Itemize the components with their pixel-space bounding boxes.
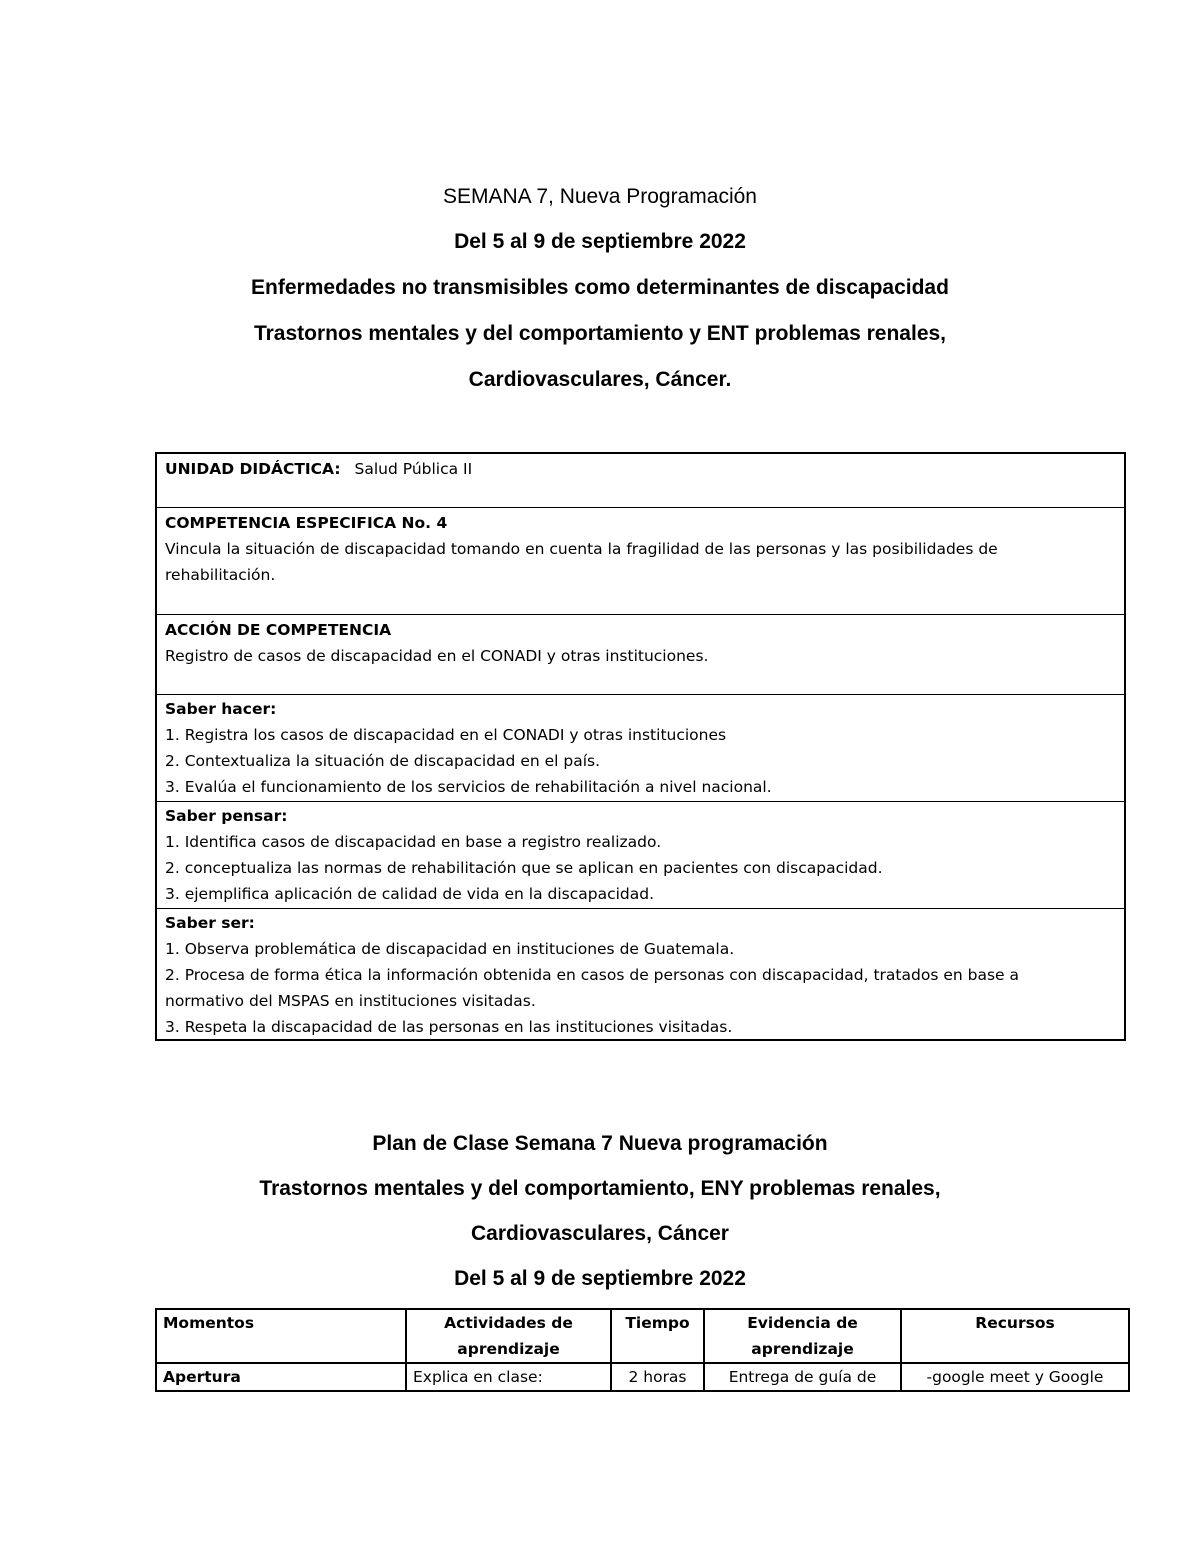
plan-subtitle-2: Cardiovasculares, Cáncer <box>471 1222 729 1245</box>
saber-pensar-section <box>157 802 1124 909</box>
saber-ser-section <box>157 909 1124 1039</box>
accion-title: ACCIÓN DE COMPETENCIA <box>165 621 392 639</box>
doc-subtopic-2: Cardiovasculares, Cáncer. <box>468 368 732 391</box>
saber-hacer-title: Saber hacer: <box>165 700 277 718</box>
cell-evidencia: Entrega de guía de <box>704 1363 901 1391</box>
saber-pensar-item: 3. ejemplifica aplicación de calidad de vida en la discapacidad. <box>165 885 654 903</box>
col-header-actividades: Actividades de aprendizaje <box>406 1309 611 1363</box>
saber-pensar-item: 2. conceptualiza las normas de rehabilitación que se aplican en pacientes con discapacidad. <box>165 859 883 877</box>
plan-table-header-row <box>156 1309 1129 1363</box>
plan-title: Plan de Clase Semana 7 Nueva programación <box>372 1132 828 1155</box>
plan-table <box>155 1308 1130 1392</box>
saber-hacer-item: 2. Contextualiza la situación de discapacidad en el país. <box>165 752 601 770</box>
unidad-label: UNIDAD DIDÁCTICA: <box>165 460 341 478</box>
doc-date: Del 5 al 9 de septiembre 2022 <box>454 230 746 253</box>
col-header-evidencia: Evidencia de aprendizaje <box>704 1309 901 1363</box>
doc-topic: Enfermedades no transmisibles como determinantes de discapacidad <box>251 276 949 299</box>
competencia-section <box>157 508 1124 615</box>
doc-subtopic-1: Trastornos mentales y del comportamiento y ENT problemas renales, <box>253 322 947 345</box>
saber-ser-item: 3. Respeta la discapacidad de las personas en las instituciones visitadas. <box>165 1018 733 1036</box>
plan-date: Del 5 al 9 de septiembre 2022 <box>454 1267 746 1290</box>
doc-title: SEMANA 7, Nueva Programación <box>443 185 757 208</box>
saber-pensar-item: 1. Identifica casos de discapacidad en base a registro realizado. <box>165 833 662 851</box>
cell-momento: Apertura <box>156 1363 406 1391</box>
unidad-section <box>157 454 1124 508</box>
saber-ser-item: normativo del MSPAS en instituciones visitadas. <box>165 992 536 1010</box>
competencia-text-2: rehabilitación. <box>165 566 276 584</box>
cell-actividad: Explica en clase: <box>406 1363 611 1391</box>
saber-hacer-section <box>157 695 1124 802</box>
saber-hacer-item: 1. Registra los casos de discapacidad en el CONADI y otras instituciones <box>165 726 727 744</box>
saber-ser-title: Saber ser: <box>165 914 255 932</box>
saber-ser-item: 2. Procesa de forma ética la información obtenida en casos de personas con discapacidad, tratados en base a <box>165 966 1019 984</box>
accion-text: Registro de casos de discapacidad en el CONADI y otras instituciones. <box>165 647 709 665</box>
plan-subtitle-1: Trastornos mentales y del comportamiento, ENY problemas renales, <box>259 1177 941 1200</box>
saber-ser-item: 1. Observa problemática de discapacidad en instituciones de Guatemala. <box>165 940 735 958</box>
col-header-recursos: Recursos <box>901 1309 1129 1363</box>
col-header-momentos: Momentos <box>156 1309 406 1363</box>
cell-recursos: -google meet y Google <box>901 1363 1129 1391</box>
saber-hacer-item: 3. Evalúa el funcionamiento de los servicios de rehabilitación a nivel nacional. <box>165 778 772 796</box>
competencia-title: COMPETENCIA ESPECIFICA No. 4 <box>165 514 448 532</box>
saber-pensar-title: Saber pensar: <box>165 807 288 825</box>
competency-table <box>155 452 1126 1041</box>
col-header-tiempo: Tiempo <box>611 1309 704 1363</box>
competencia-text-1: Vincula la situación de discapacidad tomando en cuenta la fragilidad de las personas y las posibilidades de <box>165 540 998 558</box>
table-row <box>156 1363 1129 1391</box>
unidad-value: Salud Pública II <box>354 460 473 478</box>
accion-section <box>157 615 1124 695</box>
cell-tiempo: 2 horas <box>611 1363 704 1391</box>
